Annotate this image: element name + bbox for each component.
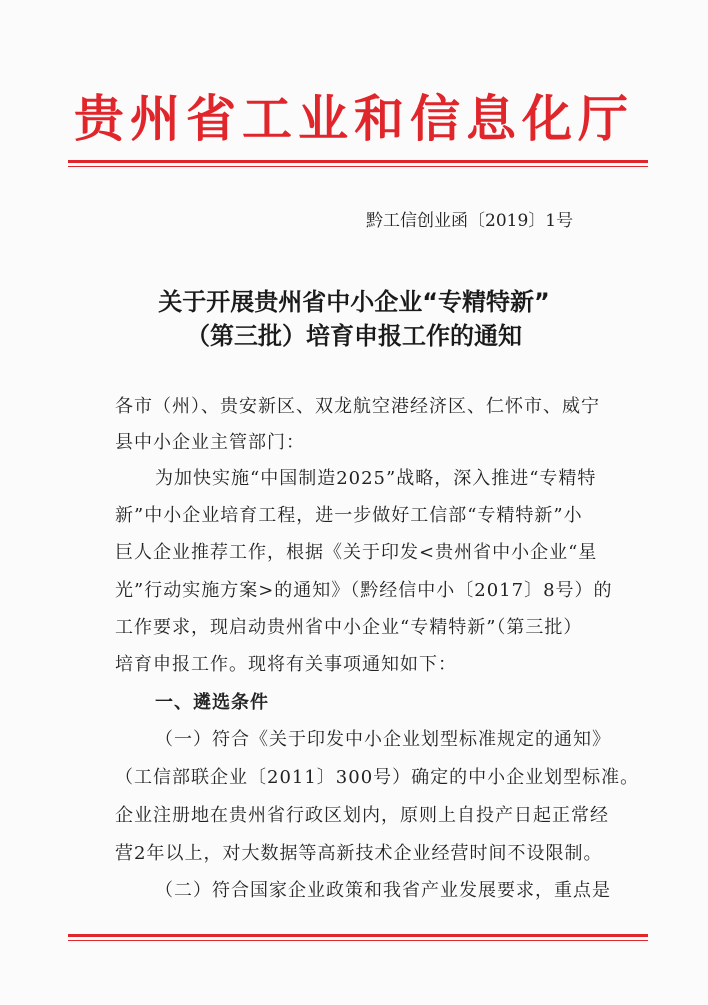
body-line: （工信部联企业〔2011〕300号）确定的中小企业划型标准。 <box>115 767 640 788</box>
document-number: 黔工信创业函〔2019〕1号 <box>366 211 574 231</box>
body-line: （一）符合《关于印发中小企业划型标准规定的通知》 <box>155 729 611 750</box>
letterhead-title: 贵州省工业和信息化厅 <box>74 89 634 148</box>
body-line: 企业注册地在贵州省行政区划内，原则上自投产日起正常经 <box>115 805 609 826</box>
footer-rule-top <box>68 934 648 937</box>
body-line: 县中小企业主管部门： <box>115 432 305 453</box>
body-line: 营2年以上，对大数据等高新技术企业经营时间不设限制。 <box>115 843 603 864</box>
body-line: 培育申报工作。现将有关事项通知如下： <box>115 654 457 675</box>
document-title-line-2: （第三批）培育申报工作的通知 <box>186 322 522 350</box>
body-line: 各市（州）、贵安新区、双龙航空港经济区、仁怀市、威宁 <box>115 396 600 417</box>
footer-rule-bottom <box>68 940 648 941</box>
body-line: 光”行动实施方案>的通知》（黔经信中小〔2017〕8号）的 <box>115 580 613 601</box>
body-line: 工作要求，现启动贵州省中小企业“专精特新”（第三批） <box>115 617 583 638</box>
body-line: （二）符合国家企业政策和我省产业发展要求，重点是 <box>155 880 611 901</box>
body-line: 新”中小企业培育工程，进一步做好工信部“专精特新”小 <box>115 505 583 526</box>
letterhead-rule-bottom <box>68 166 648 167</box>
body-line: 巨人企业推荐工作，根据《关于印发<贵州省中小企业“星 <box>115 542 598 563</box>
letterhead-rule-top <box>68 160 648 163</box>
document-title-line-1: 关于开展贵州省中小企业“专精特新” <box>158 288 550 316</box>
section-heading: 一、遴选条件 <box>155 692 269 713</box>
body-line: 为加快实施“中国制造2025”战略，深入推进“专精特 <box>155 468 597 489</box>
